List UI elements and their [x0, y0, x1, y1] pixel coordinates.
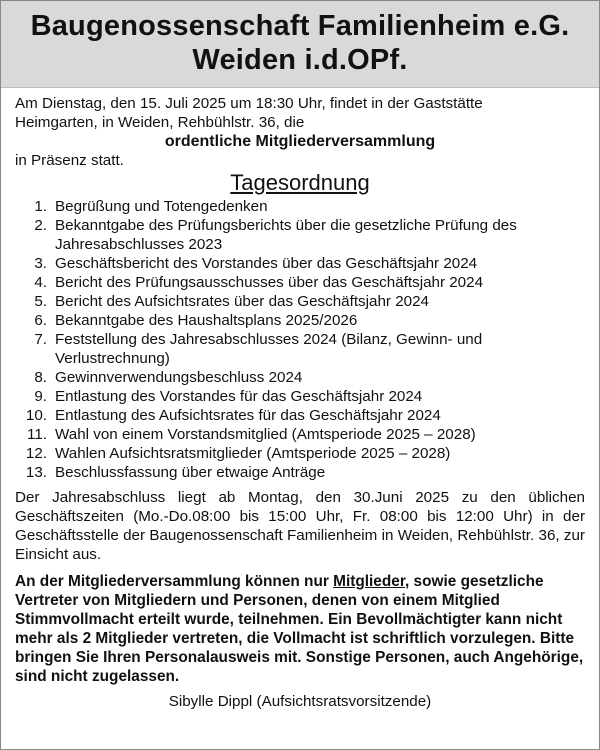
attendance-rules-start: An der Mitgliederversammlung können nur [15, 573, 334, 590]
agenda-item [21, 444, 585, 463]
agenda-item-number: 5. [34, 293, 47, 310]
signature: Sibylle Dippl (Aufsichtsratsvorsitzende) [168, 693, 432, 710]
meeting-type: ordentliche Mitgliederversammlung [164, 133, 436, 150]
organization-name: Baugenossenschaft Familienheim e.G. [30, 10, 570, 42]
agenda-item [21, 254, 585, 273]
agenda-item [21, 311, 585, 330]
attendance-rules [15, 572, 585, 686]
intro [15, 94, 585, 170]
agenda-item-number: 6. [34, 312, 47, 329]
agenda-item-text: Feststellung des Jahresabschlusses 2024 (Bilanz, Gewinn- und Verlustrechnung) [55, 331, 483, 367]
agenda-item-number: 8. [34, 369, 47, 386]
agenda-item-number: 1. [34, 198, 47, 215]
agenda-item-text: Begrüßung und Totengedenken [55, 198, 268, 215]
intro-line-1: Am Dienstag, den 15. Juli 2025 um 18:30 Uhr, findet in der Gaststätte [15, 95, 483, 112]
agenda-item [21, 330, 585, 368]
agenda-item-number: 12. [25, 445, 47, 462]
agenda-item-text: Wahl von einem Vorstandsmitglied (Amtsperiode 2025 – 2028) [55, 426, 476, 443]
agenda-item [21, 406, 585, 425]
agenda-item-number: 7. [34, 331, 47, 348]
agenda-item [21, 273, 585, 292]
agenda-item [21, 368, 585, 387]
announcement-body [1, 88, 599, 711]
agenda-item-text: Bericht des Prüfungsausschusses über das Geschäftsjahr 2024 [55, 274, 484, 291]
agenda-item [21, 292, 585, 311]
agenda-item-text: Geschäftsbericht des Vorstandes über das Geschäftsjahr 2024 [55, 255, 478, 272]
agenda-item-text: Beschlussfassung über etwaige Anträge [55, 464, 326, 481]
agenda-item [21, 387, 585, 406]
agenda-item [21, 197, 585, 216]
agenda-item-text: Bekanntgabe des Prüfungsberichts über die gesetzliche Prüfung des Jahresabschlusses 2023 [55, 217, 517, 253]
agenda-item-number: 4. [34, 274, 47, 291]
agenda-title: Tagesordnung [230, 170, 370, 195]
agenda-item-text: Wahlen Aufsichtsratsmitglieder (Amtsperiode 2025 – 2028) [55, 445, 451, 462]
attendance-rules-rest: , sowie gesetzliche Vertreter von Mitgliedern und Personen, denen von einem Mitglied Stimmvollmacht erteilt wurde, teilnehmen. Ein Bevollmächtigter kann nicht mehr als 2 Mitglieder vertreten, die Vollmacht ist schriftlich vorzulegen. Bitte bringen Sie Ihren Personalausweis mit. Sonstige Personen, auch Angehörige, sind nicht zugelassen. [15, 573, 584, 685]
annual-statement-notice: Der Jahresabschluss liegt ab Montag, den 30.Juni 2025 zu den üblichen Geschäftszeiten (Mo.-Do.08:00 bis 15:00 Uhr, Fr. 08:00 bis 12:00 Uhr) in der Geschäftsstelle der Baugenossenschaft Familienheim in Weiden, Rehbühlstr. 36, zur Einsicht aus. [15, 489, 585, 563]
agenda-item-text: Entlastung des Vorstandes für das Geschäftsjahr 2024 [55, 388, 423, 405]
agenda-item-number: 3. [34, 255, 47, 272]
header-banner [1, 1, 599, 88]
agenda-item-text: Bekanntgabe des Haushaltsplans 2025/2026 [55, 312, 358, 329]
agenda-item [21, 463, 585, 482]
agenda-item-number: 9. [34, 388, 47, 405]
organization-location: Weiden i.d.OPf. [192, 44, 408, 76]
agenda-item-text: Bericht des Aufsichtsrates über das Geschäftsjahr 2024 [55, 293, 429, 310]
agenda-item [21, 425, 585, 444]
agenda-item-number: 2. [34, 217, 47, 234]
agenda-list [15, 197, 585, 482]
intro-line-2: Heimgarten, in Weiden, Rehbühlstr. 36, die [15, 114, 305, 131]
attendance-rules-members: Mitglieder [333, 573, 405, 590]
agenda-item [21, 216, 585, 254]
agenda-item-number: 13. [25, 464, 47, 481]
intro-line-3: in Präsenz statt. [15, 152, 124, 169]
agenda-item-number: 11. [27, 426, 47, 443]
agenda-item-text: Gewinnverwendungsbeschluss 2024 [55, 369, 303, 386]
agenda-item-number: 10. [25, 407, 47, 424]
agenda-item-text: Entlastung des Aufsichtsrates für das Geschäftsjahr 2024 [55, 407, 441, 424]
